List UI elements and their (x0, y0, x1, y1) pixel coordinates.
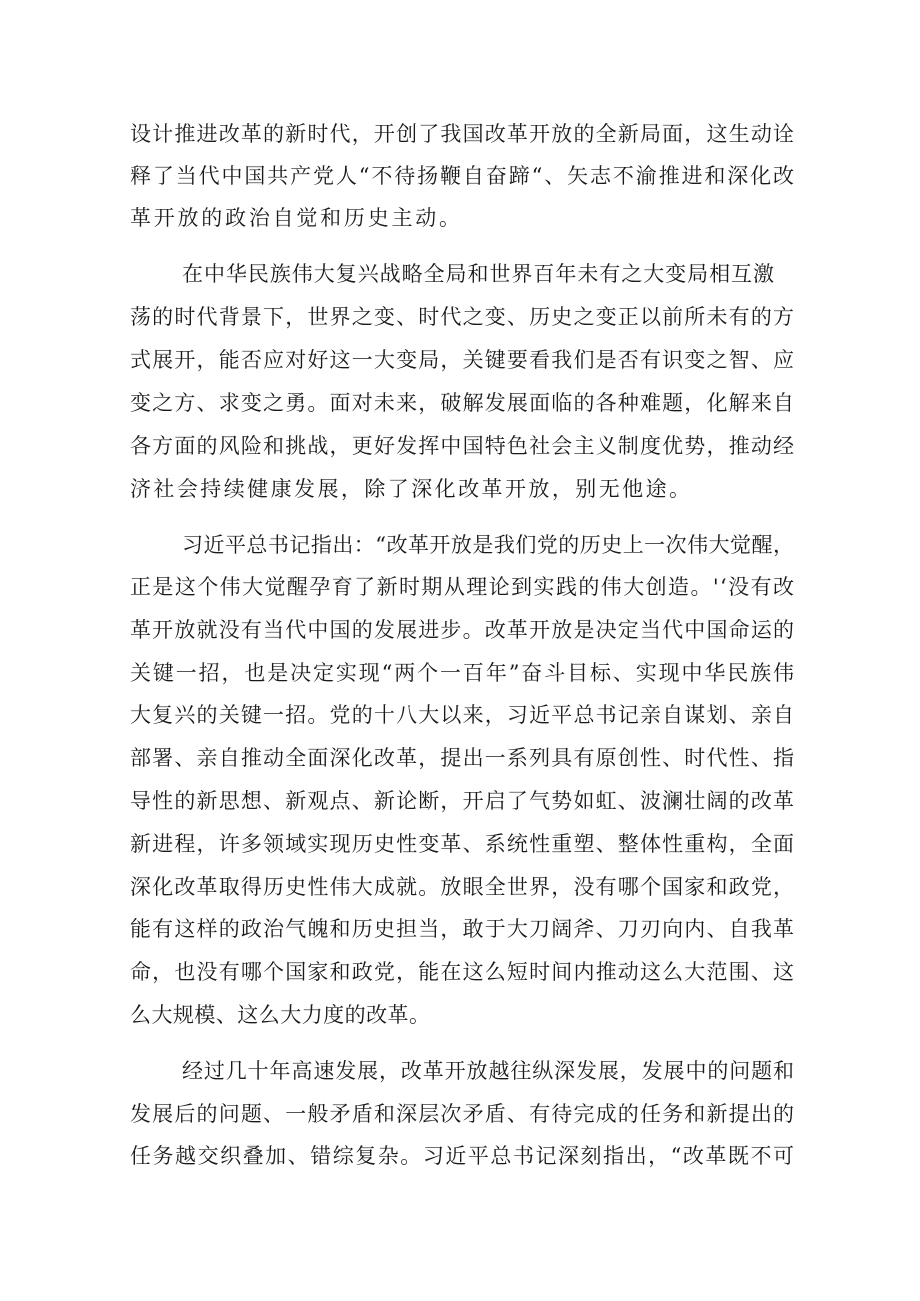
paragraph-3-line-1: 习近平总书记指出：“改革开放是我们党的历史上一次伟大觉醒， (182, 533, 795, 557)
paragraph-3-line-8: 新进程，许多领域实现历史性变革、系统性重塑、整体性重构，全面 (130, 832, 796, 856)
paragraph-1-line-1: 设计推进改革的新时代，开创了我国改革开放的全新局面，这生动诠 (130, 122, 796, 146)
paragraph-1-line-2: 释了当代中国共产党人“不待扬鞭自奋蹄“、矢志不渝推进和深化改 (130, 164, 796, 188)
paragraph-3-line-11: 命，也没有哪个国家和政党，能在这么短时间内推动这么大范围、这 (130, 960, 796, 984)
paragraph-3-line-3: 革开放就没有当代中国的发展进步。改革开放是决定当代中国命运的 (130, 618, 796, 642)
paragraph-2-line-2: 荡的时代背景下，世界之变、时代之变、历史之变正以前所未有的方 (130, 305, 796, 329)
paragraph-2-line-6: 济社会持续健康发展，除了深化改革开放，别无他途。 (130, 477, 693, 501)
paragraph-3-line-10: 能有这样的政治气魄和历史担当，敢于大刀阔斧、刀刃向内、自我革 (130, 917, 796, 941)
paragraph-3-line-5: 大复兴的关键一招。党的十八大以来，习近平总书记亲自谋划、亲自 (130, 703, 796, 727)
paragraph-2-line-5: 各方面的风险和挑战，更好发挥中国特色社会主义制度优势，推动经 (130, 434, 796, 458)
paragraph-3-line-2: 正是这个伟大觉醒孕育了新时期从理论到实践的伟大创造。'‘没有改 (130, 575, 796, 599)
paragraph-3-line-7: 导性的新思想、新观点、新论断，开启了气势如虹、波澜壮阔的改革 (130, 789, 796, 813)
paragraph-3-line-4: 关键一招，也是决定实现“两个一百年”奋斗目标、实现中华民族伟 (130, 661, 796, 685)
paragraph-3-line-12: 么大规模、这么大力度的改革。 (130, 1003, 431, 1027)
paragraph-2-line-3: 式展开，能否应对好这一大变局，关键要看我们是否有识变之智、应 (130, 348, 796, 372)
paragraph-3-line-9: 深化改革取得历史性伟大成就。放眼全世界，没有哪个国家和政党， (130, 875, 796, 899)
paragraph-2-line-4: 变之方、求变之勇。面对未来，破解发展面临的各种难题，化解来自 (130, 391, 796, 415)
paragraph-4-line-2: 发展后的问题、一般矛盾和深层次矛盾、有待完成的任务和新提出的 (130, 1102, 796, 1126)
paragraph-4-line-3: 任务越交织叠加、错综复杂。习近平总书记深刻指出，“改革既不可 (130, 1144, 796, 1168)
paragraph-2-line-1: 在中华民族伟大复兴战略全局和世界百年未有之大变局相互激 (182, 262, 775, 286)
paragraph-4-line-1: 经过几十年高速发展，改革开放越往纵深发展，发展中的问题和 (182, 1059, 795, 1083)
paragraph-1-line-3: 革开放的政治自觉和历史主动。 (130, 206, 463, 230)
paragraph-3-line-6: 部署、亲自推动全面深化改革，提出一系列具有原创性、时代性、指 (130, 746, 796, 770)
